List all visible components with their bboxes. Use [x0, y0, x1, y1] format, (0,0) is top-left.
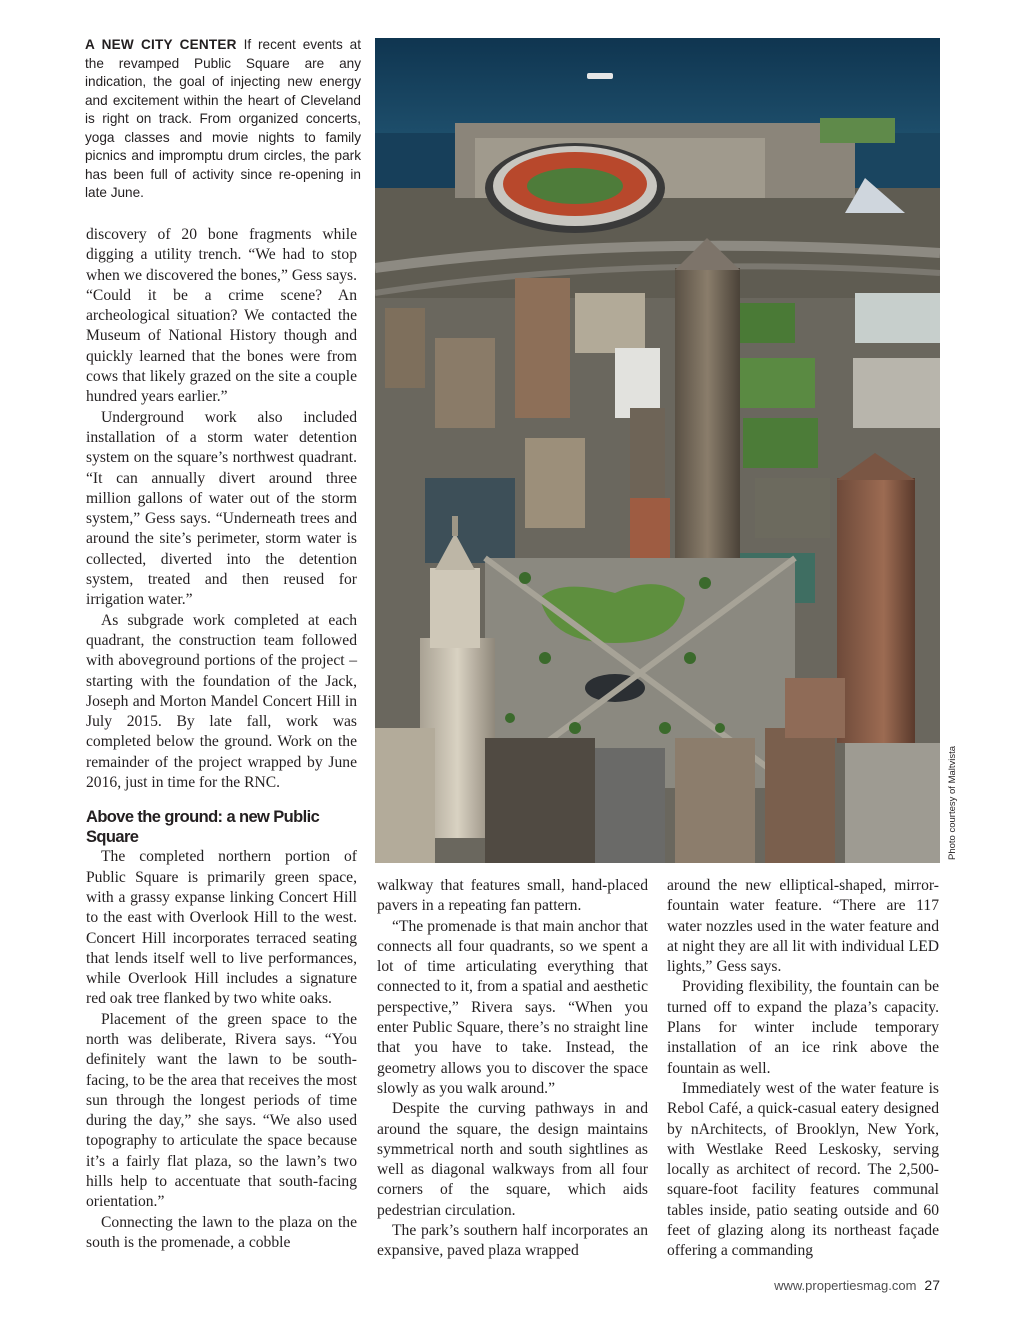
- article-column-1: [86, 225, 357, 1253]
- paragraph: Despite the curving pathways in and around the square, the design maintains symmetrical north and south sightlines as well as diagonal walkways from all four corners of the square, which aids pedestrian circulation.: [377, 1100, 648, 1219]
- paragraph: The park’s southern half incorporates an expansive, paved plaza wrapped: [377, 1222, 648, 1260]
- paragraph: The completed northern portion of Public Square is primarily green space, with a grassy expanse linking Concert Hill to the east with Overlook Hill to the west. Concert Hill incorporates terraced seating that lends itself well to live performances, while Overlook Hill includes a signature red oak tree flanked by two white oaks.: [86, 848, 357, 1008]
- site-url: www.propertiesmag.com: [774, 1278, 917, 1293]
- paragraph: As subgrade work completed at each quadrant, the construction team followed with aboveground portions of the project – starting with the foundation of the Jack, Joseph and Morton Mandel Concert Hill in July 2015. By late fall, work was completed below the ground. Work on the remainder of the project wrapped by June 2016, just in time for the RNC.: [86, 611, 357, 792]
- aerial-city-photo: [375, 38, 940, 863]
- photo-credit-text: Photo courtesy of Maltvista: [947, 745, 958, 860]
- paragraph: discovery of 20 bone fragments while digging a utility trench. “We had to stop when we discovered the bones,” Gess says. “Could it be a crime scene? An archeological situation? We contacted the Museum of National History though and quickly learned that the bones were from cows that likely grazed on the site a couple hundred years earlier.”: [86, 226, 357, 406]
- paragraph: Underground work also included installation of a storm water detention system on the square’s northwest quadrant. “It can annually divert around three million gallons of water out of the storm system,” Gess says. “Underneath trees and around the site’s perimeter, storm water is collected, diverted into the detention system, treated and then reused for irrigation water.”: [86, 408, 357, 609]
- caption-lead: A NEW CITY CENTER: [85, 37, 237, 52]
- caption-text: If recent events at the revamped Public Square are any indication, the goal of injecting new energy and excitement within the heart of Cleveland is right on track. From organized concerts, yoga classes and movie nights to family picnics and impromptu drum circles, the park has been full of activity since re-opening in late June.: [85, 37, 361, 200]
- page-number: 27: [924, 1277, 940, 1293]
- page-footer: [774, 1277, 940, 1293]
- aerial-photo-illustration: [375, 38, 940, 863]
- article-column-2: [377, 876, 648, 1262]
- article-column-3: [667, 876, 939, 1262]
- paragraph: Placement of the green space to the north was deliberate, Rivera says. “You definitely want the lawn to be south-facing, to be the area that receives the most sun through the longest periods of time during the day,” she says. “We also used topography to articulate the space because it’s a fairly flat plaza, so the lawn’s two hills help to accentuate that south-facing orientation.”: [86, 1010, 357, 1211]
- photo-caption: [85, 36, 361, 203]
- paragraph: “The promenade is that main anchor that connects all four quadrants, so we spent a lot of time articulating everything that connected to it, from a spatial and aesthetic perspective,” Rivera says. “When you enter Public Square, there’s no straight line that you have to take. Instead, the geometry allows you to discover the space slowly as you walk around.”: [377, 917, 648, 1097]
- paragraph: walkway that features small, hand-placed pavers in a repeating fan pattern.: [377, 877, 648, 915]
- section-heading: Above the ground: a new Public Square: [86, 808, 320, 847]
- paragraph: Providing flexibility, the fountain can be turned off to expand the plaza’s capacity. Plans for winter include temporary installation of an ice rink above the fountain as well.: [667, 978, 939, 1077]
- paragraph: Connecting the lawn to the plaza on the south is the promenade, a cobble: [86, 1213, 357, 1251]
- photo-credit: [937, 745, 958, 860]
- paragraph: around the new elliptical-shaped, mirror-fountain water feature. “There are 117 water nozzles used in the water feature and at night they are all lit with individual LED lights,” Gess says.: [667, 877, 939, 976]
- paragraph: Immediately west of the water feature is Rebol Café, a quick-casual eatery designed by nArchitects, of Brooklyn, New York, with Westlake Reed Leskosky, serving locally as architect of record. The 2,500-square-foot facility features communal tables inside, patio seating outside and 60 feet of glazing along its northeast façade offering a commanding: [667, 1079, 939, 1260]
